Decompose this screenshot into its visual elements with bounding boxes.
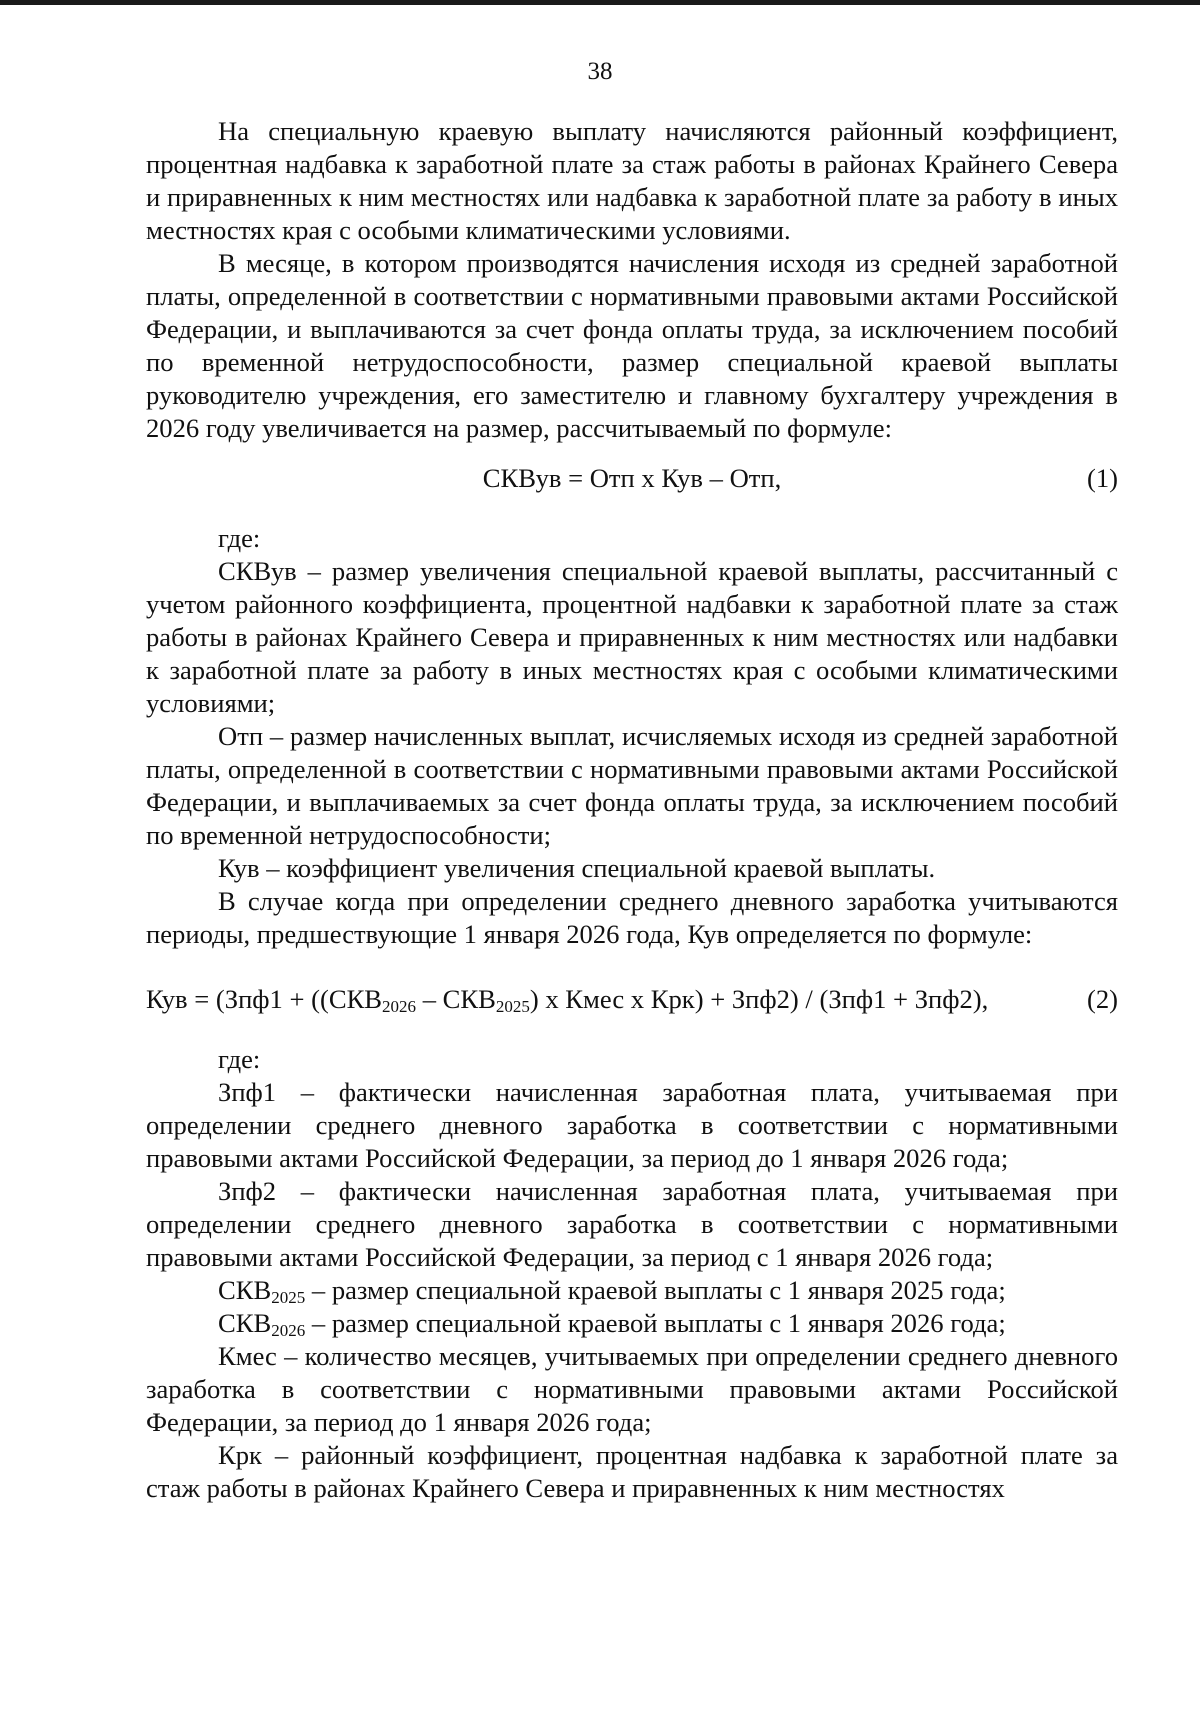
definition-kmes: Кмес – количество месяцев, учитываемых при определении среднего дневного заработка в соответствии с нормативными правовыми актами Российской Федерации, за период до 1 января 2026 года; — [146, 1341, 1118, 1437]
paragraph-month-increase: В месяце, в котором производятся начисления исходя из средней заработной платы, определенной в соответствии с нормативными правовыми актами Российской Федерации, и выплачиваются за счет фонда оплаты труда, за исключением пособий по временной нетрудоспособности, размер специальной краевой выплаты руководителю учреждения, его заместителю и главному бухгалтеру учреждения в 2026 году увеличивается на размер, рассчитываемый по формуле: — [146, 248, 1118, 443]
where-label-1: где: — [218, 523, 261, 553]
formula-1-expression: СКВув = Отп х Кув – Отп, — [482, 463, 782, 493]
document-body — [146, 115, 1118, 1505]
definition-skv2025: $СКВ_{2025}$ – размер специальной краевой выплаты с 1 января 2025 года; — [218, 1275, 1006, 1307]
definition-zpf1: Зпф1 – фактически начисленная заработная плата, учитываемая при определении среднего дневного заработка в соответствии с нормативными правовыми актами Российской Федерации, за период до 1 января 2026 года; — [146, 1077, 1118, 1173]
definition-krk: Крк – районный коэффициент, процентная надбавка к заработной плате за стаж работы в районах Крайнего Севера и приравненных к ним местностях — [146, 1440, 1118, 1503]
definition-skv2026: $СКВ_{2026}$ – размер специальной краевой выплаты с 1 января 2026 года; — [218, 1308, 1006, 1340]
definition-skvuv: СКВув – размер увеличения специальной краевой выплаты, рассчитанный с учетом районного коэффициента, процентной надбавки к заработной плате за стаж работы в районах Крайнего Севера и приравненных к ним местностях или надбавки к заработной плате за работу в иных местностях края с особыми климатическими условиями; — [146, 556, 1118, 718]
formula-1 — [146, 462, 1118, 495]
definition-kuv: Кув – коэффициент увеличения специальной краевой выплаты. — [218, 853, 936, 883]
paragraph-periods: В случае когда при определении среднего дневного заработка учитываются периоды, предшествующие 1 января 2026 года, Кув определяется по формуле: — [146, 886, 1118, 949]
formula-2-expression: Кув = ($Зпф1 + ((СКВ_{2026} - СКВ_{2025})$ х Кмес х Крк) + Зпф2) / (Зпф1 + Зпф2), — [146, 984, 989, 1016]
formula-2 — [146, 983, 1118, 1016]
scan-top-edge — [0, 0, 1200, 5]
where-label-2: где: — [218, 1044, 261, 1074]
formula-2-number: (2) — [1086, 984, 1118, 1014]
formula-1-number: (1) — [1086, 463, 1118, 493]
definition-otp: Отп – размер начисленных выплат, исчисляемых исходя из средней заработной платы, определенной в соответствии с нормативными правовыми актами Российской Федерации, и выплачиваемых за счет фонда оплаты труда, за исключением пособий по временной нетрудоспособности; — [146, 721, 1118, 850]
page-number: 38 — [587, 58, 613, 85]
paragraph-special-payment: На специальную краевую выплату начисляются районный коэффициент, процентная надбавка к заработной плате за стаж работы в районах Крайнего Севера и приравненных к ним местностях или надбавка к заработной плате за работу в иных местностях края с особыми климатическими условиями. — [146, 116, 1118, 245]
definition-zpf2: Зпф2 – фактически начисленная заработная плата, учитываемая при определении среднего дневного заработка в соответствии с нормативными правовыми актами Российской Федерации, за период с 1 января 2026 года; — [146, 1176, 1118, 1272]
